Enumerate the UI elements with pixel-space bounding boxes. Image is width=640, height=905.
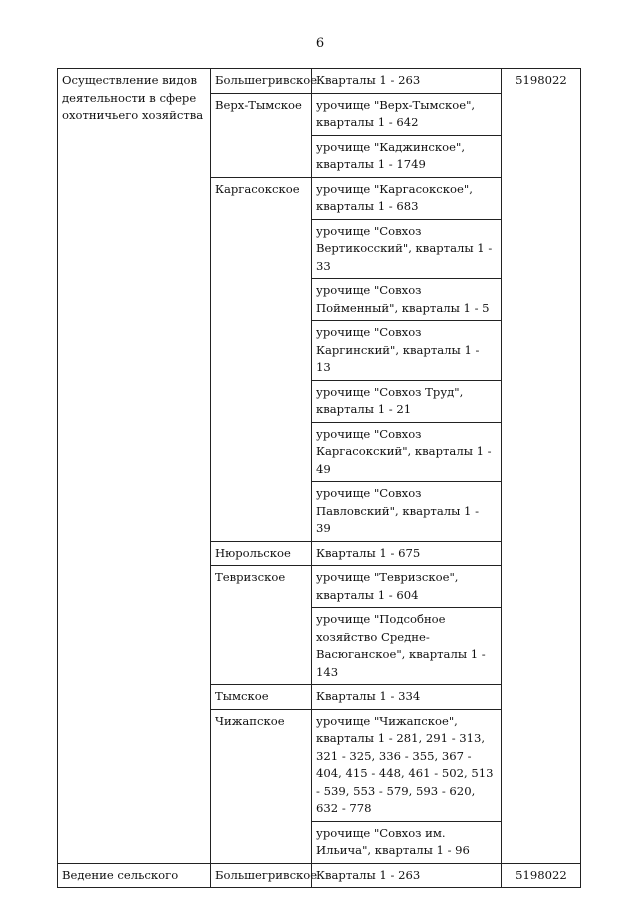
quarters-cell: Кварталы 1 - 263 [312,69,502,94]
quarters-cell: Кварталы 1 - 263 [312,863,502,888]
quarters-cell: урочище "Совхоз им. Ильича", кварталы 1 - 96 [312,821,502,863]
quarters-cell: урочище "Совхоз Каргинский", кварталы 1 - 13 [312,321,502,381]
quarters-cell: урочище "Совхоз Вертикосский", кварталы 1 - 33 [312,219,502,279]
quarters-cell: урочище "Подсобное хозяйство Средне-Васюганское", кварталы 1 - 143 [312,608,502,685]
table-row [58,863,581,888]
forestry-cell: Большегривское [211,863,312,888]
quarters-cell: Кварталы 1 - 334 [312,685,502,710]
quarters-cell: Кварталы 1 - 675 [312,541,502,566]
code-cell: 5198022 [502,863,581,888]
quarters-cell: урочище "Совхоз Павловский", кварталы 1 - 39 [312,482,502,542]
forestry-cell: Тымское [211,685,312,710]
forestry-cell: Каргасокское [211,177,312,541]
forestry-cell: Верх-Тымское [211,93,312,177]
quarters-cell: урочище "Каргасокское", кварталы 1 - 683 [312,177,502,219]
forestry-cell: Большегривское [211,69,312,94]
quarters-cell: урочище "Каджинское", кварталы 1 - 1749 [312,135,502,177]
activity-cell: Осуществление видов деятельности в сфере охотничьего хозяйства [58,69,211,864]
activity-cell: Ведение сельского [58,863,211,888]
quarters-cell: урочище "Совхоз Пойменный", кварталы 1 - 5 [312,279,502,321]
quarters-cell: урочище "Чижапское", кварталы 1 - 281, 291 - 313, 321 - 325, 336 - 355, 367 - 404, 415 - 448, 461 - 502, 513 - 539, 553 - 579, 593 - 620, 632 - 778 [312,709,502,821]
code-cell: 5198022 [502,69,581,864]
table-row [58,69,581,94]
quarters-cell: урочище "Тевризское", кварталы 1 - 604 [312,566,502,608]
page-number: 6 [315,36,325,51]
quarters-cell: урочище "Верх-Тымское", кварталы 1 - 642 [312,93,502,135]
forestry-cell: Чижапское [211,709,312,863]
forestry-cell: Тевризское [211,566,312,685]
forestry-cell: Нюрольское [211,541,312,566]
quarters-cell: урочище "Совхоз Труд", кварталы 1 - 21 [312,380,502,422]
quarters-cell: урочище "Совхоз Каргасокский", кварталы 1 - 49 [312,422,502,482]
forest-use-table [57,68,581,888]
